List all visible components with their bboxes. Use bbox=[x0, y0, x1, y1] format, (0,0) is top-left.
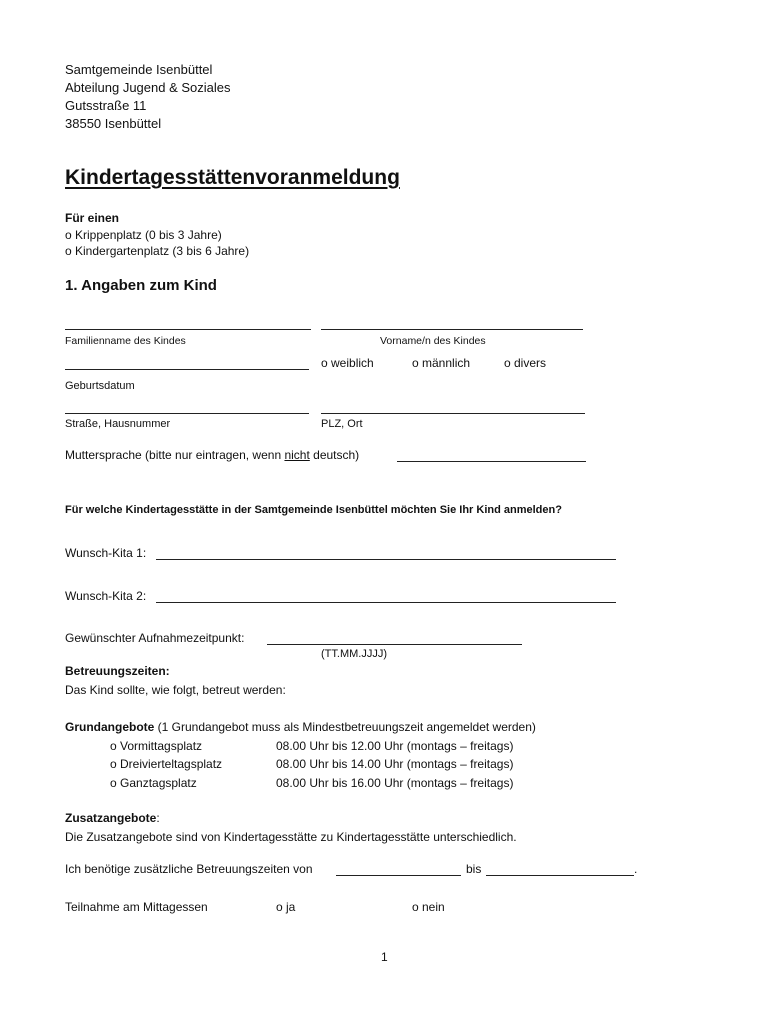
gender-female-option[interactable]: o weiblich bbox=[321, 356, 374, 370]
extra-times-end: . bbox=[634, 862, 638, 876]
extra-time-from-field[interactable] bbox=[336, 875, 461, 876]
sender-line-1: Samtgemeinde Isenbüttel bbox=[65, 62, 213, 77]
extra-offers-line bbox=[65, 811, 160, 825]
mother-tongue-label bbox=[65, 448, 359, 462]
basic-offers-note: (1 Grundangebot muss als Mindestbetreuungszeit angemeldet werden) bbox=[154, 720, 536, 734]
wish-kita-1-field[interactable] bbox=[156, 559, 616, 560]
option-vormittag[interactable]: o Vormittagsplatz bbox=[110, 739, 203, 753]
basic-offers-line bbox=[65, 720, 536, 734]
time-ganztag: 08.00 Uhr bis 16.00 Uhr (montags – freitags) bbox=[276, 776, 514, 790]
gender-male-option[interactable]: o männlich bbox=[412, 356, 471, 370]
lunch-label: Teilnahme am Mittagessen bbox=[65, 900, 208, 914]
time-vormittag: 08.00 Uhr bis 12.00 Uhr (montags – freitags) bbox=[276, 739, 514, 753]
extra-offers-note: Die Zusatzangebote sind von Kindertagesstätte zu Kindertagesstätte unterschiedlich. bbox=[65, 830, 517, 844]
wish-kita-1-label: Wunsch-Kita 1: bbox=[65, 546, 147, 560]
extra-times-until-label: bis bbox=[466, 862, 482, 876]
city-label: PLZ, Ort bbox=[321, 418, 363, 430]
street-field[interactable] bbox=[65, 413, 309, 414]
sender-line-2: Abteilung Jugend & Soziales bbox=[65, 80, 231, 95]
start-date-label: Gewünschter Aufnahmezeitpunkt: bbox=[65, 631, 245, 645]
option-dreiviertel[interactable]: o Dreivierteltagsplatz bbox=[110, 757, 223, 771]
time-dreiviertel: 08.00 Uhr bis 14.00 Uhr (montags – freitags) bbox=[276, 757, 514, 771]
page-number: 1 bbox=[381, 950, 388, 964]
for-heading: Für einen bbox=[65, 211, 120, 225]
mother-tongue-text-end: deutsch) bbox=[309, 448, 360, 462]
date-format-hint: (TT.MM.JJJJ) bbox=[321, 648, 387, 660]
option-kindergarten[interactable]: o Kindergartenplatz (3 bis 6 Jahre) bbox=[65, 244, 250, 258]
family-name-label: Familienname des Kindes bbox=[65, 335, 186, 347]
mother-tongue-emphasis: nicht bbox=[284, 448, 310, 462]
family-name-field[interactable] bbox=[65, 329, 311, 330]
extra-offers-heading: Zusatzangebote bbox=[65, 811, 157, 825]
care-times-heading: Betreuungszeiten: bbox=[65, 664, 170, 678]
sender-line-3: Gutsstraße 11 bbox=[65, 98, 147, 113]
section-1-heading: 1. Angaben zum Kind bbox=[65, 277, 217, 294]
start-date-field[interactable] bbox=[267, 644, 522, 645]
extra-offers-colon: : bbox=[156, 811, 160, 825]
street-label: Straße, Hausnummer bbox=[65, 418, 171, 430]
birthdate-field[interactable] bbox=[65, 369, 309, 370]
wish-kita-2-field[interactable] bbox=[156, 602, 616, 603]
gender-diverse-option[interactable]: o divers bbox=[504, 356, 547, 370]
first-name-field[interactable] bbox=[321, 329, 583, 330]
option-krippe[interactable]: o Krippenplatz (0 bis 3 Jahre) bbox=[65, 228, 222, 242]
page-title: Kindertagesstättenvoranmeldung bbox=[65, 166, 400, 189]
lunch-yes-option[interactable]: o ja bbox=[276, 900, 296, 914]
lunch-no-option[interactable]: o nein bbox=[412, 900, 445, 914]
kita-question: Für welche Kindertagesstätte in der Samtgemeinde Isenbüttel möchten Sie Ihr Kind anmelden? bbox=[65, 504, 562, 516]
mother-tongue-field[interactable] bbox=[397, 461, 586, 462]
extra-times-label: Ich benötige zusätzliche Betreuungszeiten von bbox=[65, 862, 313, 876]
sender-line-4: 38550 Isenbüttel bbox=[65, 116, 162, 131]
basic-offers-heading: Grundangebote bbox=[65, 720, 155, 734]
city-field[interactable] bbox=[321, 413, 585, 414]
care-times-intro: Das Kind sollte, wie folgt, betreut werden: bbox=[65, 683, 286, 697]
extra-time-to-field[interactable] bbox=[486, 875, 634, 876]
mother-tongue-text: Muttersprache (bitte nur eintragen, wenn bbox=[65, 448, 285, 462]
wish-kita-2-label: Wunsch-Kita 2: bbox=[65, 589, 147, 603]
birthdate-label: Geburtsdatum bbox=[65, 380, 135, 392]
option-ganztag[interactable]: o Ganztagsplatz bbox=[110, 776, 197, 790]
first-name-label: Vorname/n des Kindes bbox=[380, 335, 486, 347]
